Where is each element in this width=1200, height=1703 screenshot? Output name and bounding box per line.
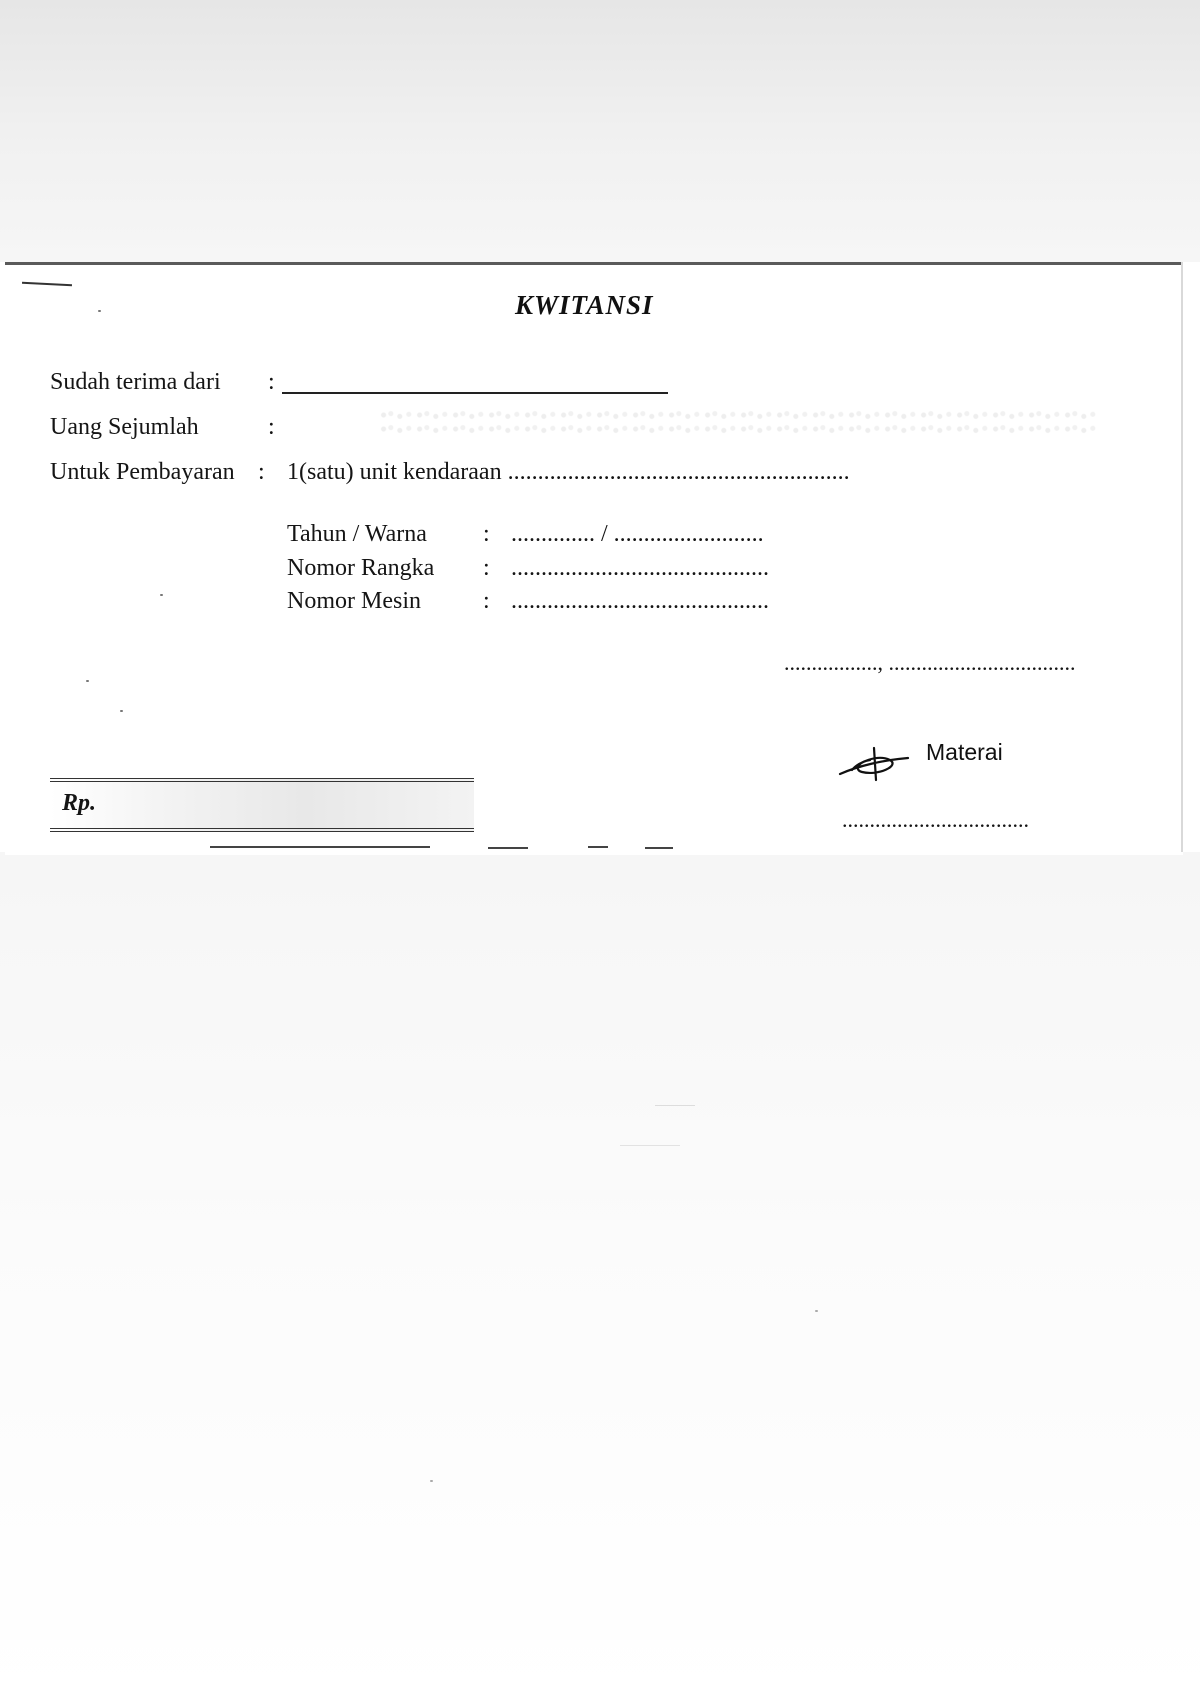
- received-from-line: [282, 391, 668, 394]
- amount-label: Rp.: [62, 790, 97, 816]
- faint-scan-noise: [380, 408, 1100, 438]
- tear-edge: [645, 847, 673, 849]
- vehicle-value: .............. / .........................: [511, 521, 764, 547]
- vehicle-label: Nomor Rangka: [287, 555, 435, 581]
- scan-bottom-margin: [0, 852, 1200, 1703]
- tear-edge: [588, 846, 608, 848]
- stamp-duty-label: Materai: [926, 739, 1003, 765]
- signature-scribble-icon: [838, 736, 938, 786]
- tear-edge: [488, 847, 528, 849]
- vehicle-colon: :: [483, 555, 490, 581]
- vehicle-label: Tahun / Warna: [287, 521, 427, 547]
- place-date-line: ................., ..................................: [784, 650, 1076, 675]
- vehicle-colon: :: [483, 588, 490, 614]
- scan-streak: [620, 1145, 680, 1146]
- scan-speck: [120, 710, 123, 712]
- field-label: Uang Sejumlah: [50, 414, 199, 440]
- vehicle-value: ...........................................: [511, 588, 769, 614]
- scan-speck: [98, 310, 101, 312]
- field-label: Untuk Pembayaran: [50, 459, 235, 485]
- vehicle-label: Nomor Mesin: [287, 588, 421, 614]
- tear-edge: [210, 846, 430, 848]
- receipt-right-edge: [1181, 262, 1183, 852]
- vehicle-value: ...........................................: [511, 555, 769, 581]
- vehicle-colon: :: [483, 521, 490, 547]
- signature-line: ..................................: [842, 807, 1029, 832]
- field-label: Sudah terima dari: [50, 369, 221, 395]
- scan-streak: [655, 1105, 695, 1106]
- scan-speck: [430, 1480, 433, 1482]
- field-value: 1(satu) unit kendaraan .........................................................: [287, 459, 850, 485]
- scan-speck: [86, 680, 89, 682]
- scan-top-margin: [0, 0, 1200, 262]
- receipt-title: KWITANSI: [515, 290, 654, 320]
- field-colon: :: [268, 369, 275, 395]
- scan-speck: [815, 1310, 818, 1312]
- field-colon: :: [258, 459, 265, 485]
- field-colon: :: [268, 414, 275, 440]
- scan-speck: [160, 594, 163, 596]
- amount-box: [50, 778, 474, 832]
